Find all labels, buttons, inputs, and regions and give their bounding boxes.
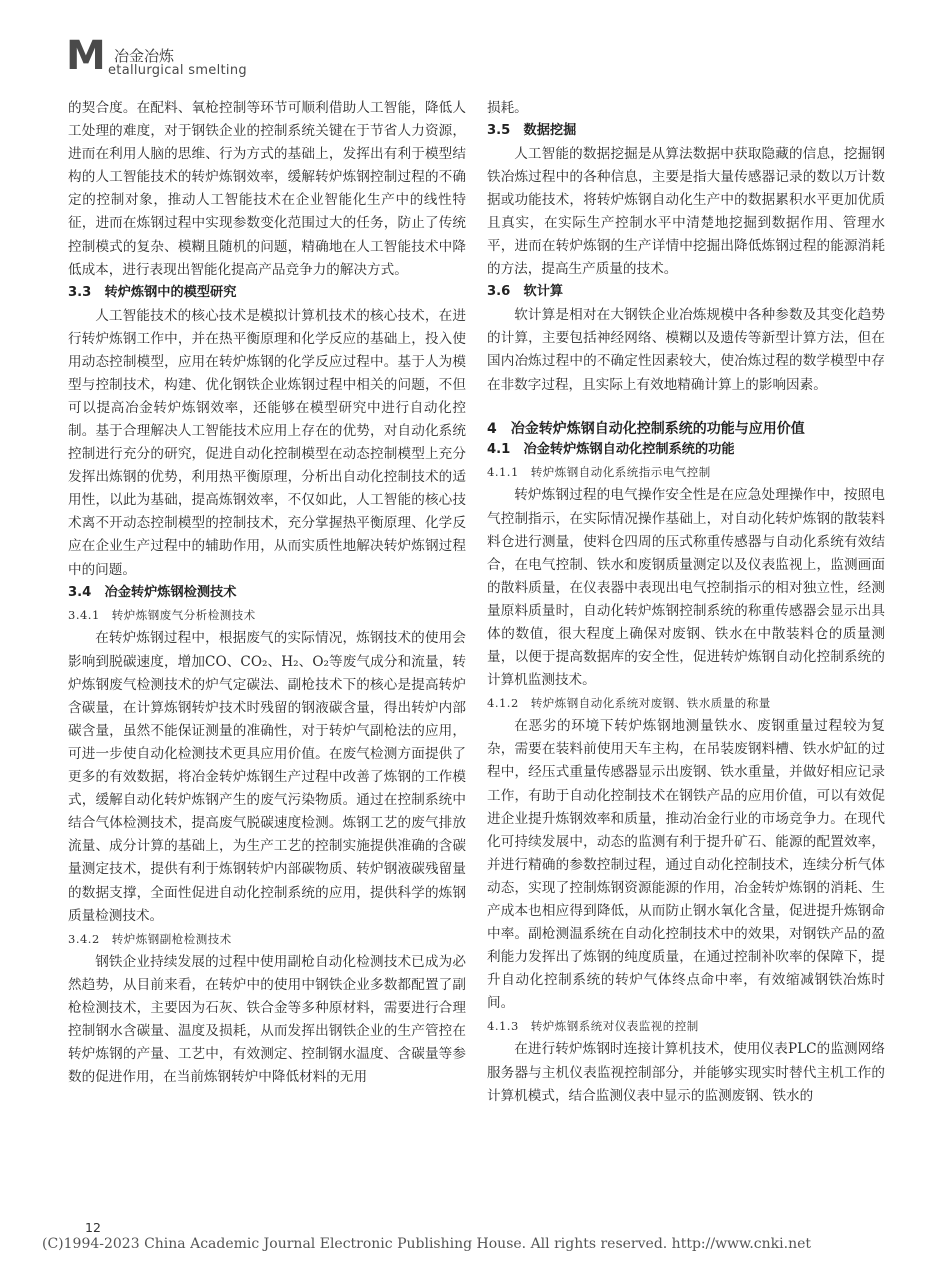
- right-column: [487, 97, 885, 1104]
- paragraph-3-6: 软计算是相对在大钢铁企业冶炼规模中各种参数及其变化趋势的计算，主要包括神经网络、模糊以及遗传等新型计算方法，但在国内冶炼过程中的不确定性因素较大，使冶炼过程的数学模型中存在非数字过程，且实际上有效地精确计算上的影响因素。: [487, 307, 885, 393]
- journal-title-en: etallurgical smelting: [108, 63, 247, 78]
- paragraph-4-1-2: 在恶劣的环境下转炉炼钢地测量铁水、废钢重量过程较为复杂，需要在装料前使用天车主构，在吊装废钢料槽、铁水炉缸的过程中，经压式重量传感器显示出废钢、铁水重量，并做好相应记录工作，有助于自动化控制技术在钢铁产品的应用价值，可以有效促进企业提升炼钢效率和质量，推动冶金行业的市场竞争力。在现代化可持续发展中，动态的监测有利于提升矿石、能源的配置效率，并进行精确的参数控制过程，通过自动化控制技术，连续分析气体动态，实现了控制炼钢资源能源的作用，冶金转炉炼钢的消耗、生产成本也相应得到降低，从而防止钢水氧化含量，促进提升炼钢命中率。副枪测温系统在自动化控制技术中的效果，对钢铁产品的盈利能力发挥出了炼钢的纯度质量，在通过控制补吹率的保障下，提升自动化控制系统的转炉气体终点命中率，有效缩减钢铁冶炼时间。: [487, 718, 885, 1012]
- heading-3-5: 3.5 数据挖掘: [487, 123, 577, 139]
- copyright-footer: (C)1994-2023 China Academic Journal Electronic Publishing House. All rights reserved. http://www.cnki.net: [42, 1236, 812, 1252]
- paragraph-3-3: 人工智能技术的核心技术是模拟计算机技术的核心技术，在进行转炉炼钢工作中，并在热平衡原理和化学反应的基础上，投入使用动态控制模型，应用在转炉炼钢的化学反应过程中。基于人为模型与控制技术，构建、优化钢铁企业炼钢过程中相关的问题，不但可以提高冶金转炉炼钢效率，还能够在模型研究中进行自动化控制。基于合理解决人工智能技术应用上存在的优势，对自动化系统控制进行充分的研究，促进自动化控制模型在动态控制模型上充分发挥出炼钢的优势，利用热平衡原理，分析出自动化控制技术的适用性，以此为基础，提高炼钢效率，不仅如此，人工智能的核心技术离不开动态控制模型的控制技术，充分掌握热平衡原理、化学反应在企业生产过程中的辅助作用，从而实质性地解决转炉炼钢过程中的问题。: [68, 307, 466, 578]
- heading-3-3: 3.3 转炉炼钢中的模型研究: [68, 284, 237, 300]
- left-column: [68, 97, 466, 1217]
- journal-header: [66, 33, 366, 84]
- paragraph-3-4-2: 钢铁企业持续发展的过程中使用副枪自动化检测技术已成为必然趋势，从目前来看，在转炉中的使用中钢铁企业多数都配置了副枪检测技术，主要因为石灰、铁合金等多种原材料，需要进行合理控制钢水含碳量、温度及损耗，从而发挥出钢铁企业的生产管控在转炉炼钢的产量、工艺中，有效测定、控制钢水温度、含碳量等参数的促进作用，在当前炼钢转炉中降低材料的无用: [68, 953, 466, 1086]
- heading-3-6: 3.6 软计算: [487, 284, 564, 300]
- heading-4-1: 4.1 冶金转炉炼钢自动化控制系统的功能: [487, 441, 735, 457]
- section-spacer: [487, 397, 885, 419]
- page-number: 12: [85, 1220, 101, 1235]
- paragraph-intro: 的契合度。在配料、氧枪控制等环节可顺利借助人工智能，降低人工处理的难度，对于钢铁企业的控制系统关键在于节省人力资源，进而在利用人脑的思维、行为方式的基础上，发挥出有利于模型结构的人工智能技术的转炉炼钢效率，缓解转炉炼钢控制过程的不确定的控制对象，推动人工智能技术在企业智能化生产中的线性特征，进而在炼钢过程中实现参数变化范围过大的任务，防止了传统控制模式的复杂、模糊且随机的问题，精确地在人工智能技术中降低成本，进行表现出智能化提高产品竞争力的解决方式。: [68, 100, 466, 278]
- paragraph-continued: 损耗。: [487, 100, 528, 116]
- heading-3-4-1: 3.4.1 转炉炼钢废气分析检测技术: [68, 608, 256, 623]
- heading-4-1-2: 4.1.2 转炉炼钢自动化系统对废钢、铁水质量的称量: [487, 696, 771, 711]
- heading-4-1-1: 4.1.1 转炉炼钢自动化系统指示电气控制: [487, 465, 711, 480]
- journal-title-cn: 冶金冶炼: [114, 47, 175, 65]
- paragraph-3-4-1: 在转炉炼钢过程中，根据废气的实际情况，炼钢技术的使用会影响到脱碳速度，增加CO、CO₂、H₂、O₂等废气成分和流量，转炉炼钢废气检测技术的炉气定碳法、副枪技术下的核心是提高转炉含碳量，在计算炼钢转炉技术时残留的钢液碳含量，得出转炉内部碳含量，虽然不能保证测量的准确性，对于转炉气副枪法的应用，可进一步使自动化检测技术更具应用价值。在废气检测方面提供了更多的有效数据，将冶金转炉炼钢生产过程中改善了炼钢的工作模式，缓解自动化转炉炼钢产生的废气污染物质。通过在控制系统中结合气体检测技术，提高废气脱碳速度检测。炼钢工艺的废气排放流量、成分计算的基础上，为生产工艺的控制实施提供准确的含碳量测定技术，提供有利于炼钢转炉内部碳物质、转炉钢液碳残留量的数据支撑，全面性促进自动化控制系统的应用，提供科学的炼钢质量检测技术。: [68, 630, 466, 924]
- paragraph-4-1-3: 在进行转炉炼钢时连接计算机技术，使用仪表PLC的监测网络服务器与主机仪表监视控制部分，并能够实现实时替代主机工作的计算机模式，结合监测仪表中显示的监测废钢、铁水的: [487, 1041, 885, 1104]
- heading-4: 4 冶金转炉炼钢自动化控制系统的功能与应用价值: [487, 420, 805, 437]
- heading-3-4-2: 3.4.2 转炉炼钢副枪检测技术: [68, 931, 232, 946]
- paragraph-3-5: 人工智能的数据挖掘是从算法数据中获取隐藏的信息，挖掘钢铁冶炼过程中的各种信息，主要是指大量传感器记录的数以万计数据或功能技术，将转炉炼钢自动化生产中的数据累积水平更加优质且真实，在实际生产控制水平中清楚地挖掘到数据作用、管理水平，进而在转炉炼钢的生产详情中挖掘出降低炼钢过程的能源消耗的方法，提高生产质量的技术。: [487, 145, 885, 278]
- journal-logo-letter: M: [66, 33, 104, 79]
- heading-4-1-3: 4.1.3 转炉炼钢系统对仪表监视的控制: [487, 1019, 699, 1034]
- heading-3-4: 3.4 冶金转炉炼钢检测技术: [68, 584, 237, 600]
- paragraph-4-1-1: 转炉炼钢过程的电气操作安全性是在应急处理操作中，按照电气控制指示，在实际情况操作基础上，对自动化转炉炼钢的散装料料仓进行测量，使料仓四周的压式称重传感器与自动化系统有效结合，在电气控制、铁水和废钢质量测定以及仪表监视上，监测画面的散料质量，在仪表器中表现出电气控制指示的相对独立性，经测量原料质量时，自动化转炉炼钢控制系统的称重传感器会显示出具体的数值，很大程度上确保对废钢、铁水在中散装料仓的质量测量，以便于提高数据库的安全性，促进转炉炼钢自动化控制系统的计算机监测技术。: [487, 487, 885, 689]
